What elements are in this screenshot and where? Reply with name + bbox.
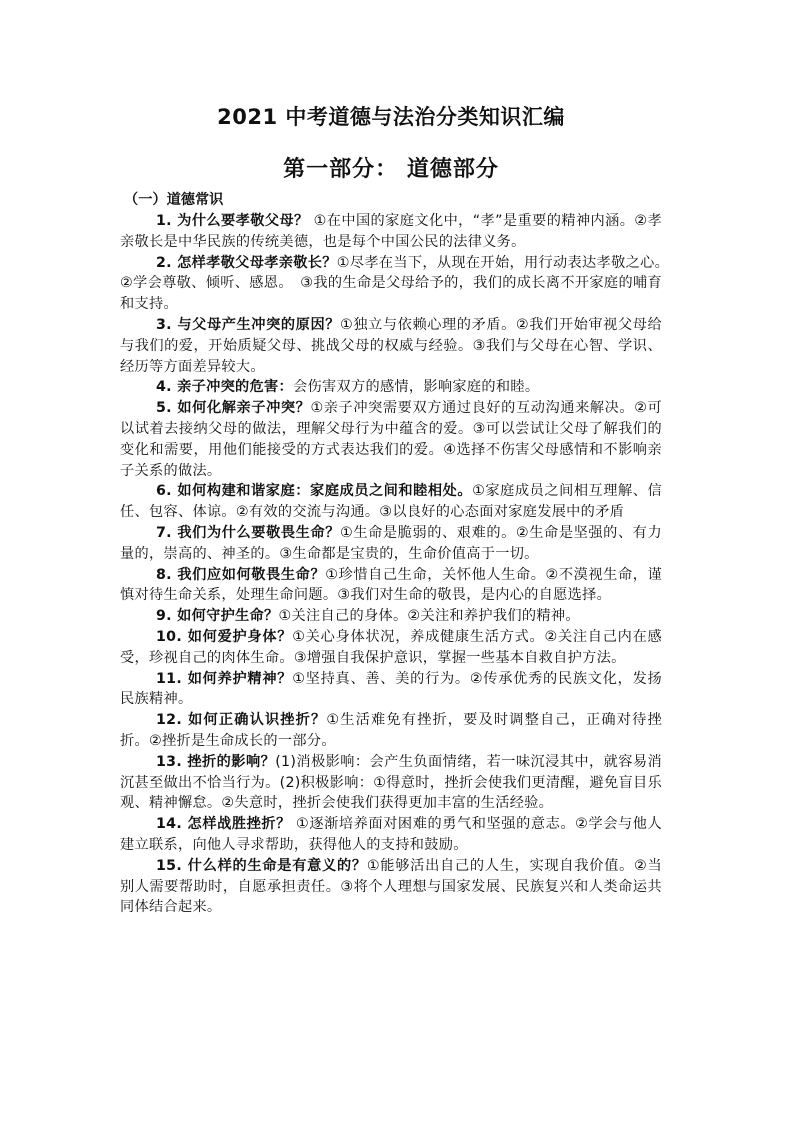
answer: ①关心身体状况，养成健康生活方式。②关注自己内在感受，珍视自己的肉体生命。③增强自我保护意识，掌握一些基本自救自护方法。 [120,628,662,666]
question: 14. 怎样战胜挫折？ [156,816,291,833]
question: 6. 如何构建和谐家庭：家庭成员之间和睦相处。 [156,483,473,500]
question: 11. 如何养护精神？ [156,670,293,687]
answer: ①能够活出自己的人生，实现自我价值。②当别人需要帮助时，自愿承担责任。③将个人理想与国家发展、民族复兴和人类命运共同体结合起来。 [120,857,662,916]
qa-item-8 [120,565,662,607]
question: 1. 为什么要孝敬父母？ [156,213,309,229]
answer: ①尽孝在当下，从现在开始，用行动表达孝敬之心。 ②学会尊敬、倾听、感恩。 ③我的生命是父母给予的，我们的成长离不开家庭的哺育和支持。 [120,254,677,313]
question: 13. 挫折的影响？ [156,753,276,770]
question: 9. 如何守护生命？ [156,608,279,625]
qa-item-12 [120,710,662,752]
qa-item-13 [120,752,662,814]
qa-item-3 [120,315,662,377]
section-title: （一）道德常识 [124,192,224,208]
answer: ①家庭成员之间相互理解、信任、包容、体谅。②有效的交流与沟通。③以良好的心态面对家庭发展中的矛盾 [120,483,663,521]
answer: 会伤害双方的感情，影响家庭的和睦。 [293,379,540,396]
answer: (1)消极影响：会产生负面情绪，若一味沉浸其中，就容易消沉甚至做出不恰当行为。(2)积极影响：①得意时，挫折会使我们更清醒，避免盲目乐观、精神懈怠。②失意时，挫折会使我们获得更加丰富的生活经验。 [120,753,663,812]
answer: ①生活难免有挫折，要及时调整自己，正确对待挫折。②挫折是生命成长的一部分。 [120,712,662,749]
qa-list [120,211,677,918]
question: 15. 什么样的生命是有意义的？ [156,857,367,874]
answer: ①在中国的家庭文化中，“孝”是重要的精神内涵。②孝亲敬长是中华民族的传统美德，也是每个中国公民的法律义务。 [120,213,662,250]
answer: ①生命是脆弱的、艰难的。②生命是坚强的、有力量的，崇高的、神圣的。③生命都是宝贵的，生命价值高于一切。 [120,524,662,562]
qa-item-5 [120,398,662,481]
answer: ①亲子冲突需要双方通过良好的互动沟通来解决。②可以试着去接纳父母的做法，理解父母行为中蕴含的爱。③可以尝试让父母了解我们的变化和需要，用他们能接受的方式表达我们的爱。④选择不伤害父母感情和不影响亲子关系的做法。 [120,400,663,479]
question: 5. 如何化解亲子冲突？ [156,400,311,417]
qa-item-4 [120,377,662,398]
question: 4. 亲子冲突的危害： [156,379,294,396]
question: 12. 如何正确认识挫折？ [156,712,327,729]
question: 7. 我们为什么要敬畏生命？ [156,524,341,541]
qa-item-11 [120,669,662,711]
qa-item-2 [120,253,677,315]
question: 2. 怎样孝敬父母孝亲敬长？ [156,254,337,271]
qa-item-1 [120,211,662,253]
part-title: 第一部分： 道德部分 [283,157,499,182]
qa-item-9 [120,606,662,627]
document-title: 2021 中考道德与法治分类知识汇编 [217,105,565,129]
question: 8. 我们应如何敬畏生命？ [156,566,326,583]
answer: ①独立与依赖心理的矛盾。②我们开始审视父母给与我们的爱，开始质疑父母、挑战父母的权威与经验。③我们与父母在心智、学识、经历等方面差异较大。 [120,316,662,375]
question: 3. 与父母产生冲突的原因？ [156,316,341,333]
qa-item-14 [120,814,662,856]
answer: ①逐渐培养面对困难的勇气和坚强的意志。②学会与他人建立联系，向他人寻求帮助，获得他人的支持和鼓励。 [120,816,663,853]
qa-item-10 [120,627,662,669]
question: 10. 如何爱护身体？ [156,628,293,645]
answer: ①关注自己的身体。②关注和养护我们的精神。 [278,608,580,625]
answer: ①坚持真、善、美的行为。②传承优秀的民族文化，发扬民族精神。 [120,670,662,708]
qa-item-15 [120,856,662,918]
qa-item-7 [120,523,662,565]
answer: ①珍惜自己生命，关怀他人生命。②不漠视生命，谨慎对待生命关系，处理生命问题。③我们对生命的敬畏，是内心的自愿选择。 [120,566,663,604]
qa-item-6 [120,481,662,523]
